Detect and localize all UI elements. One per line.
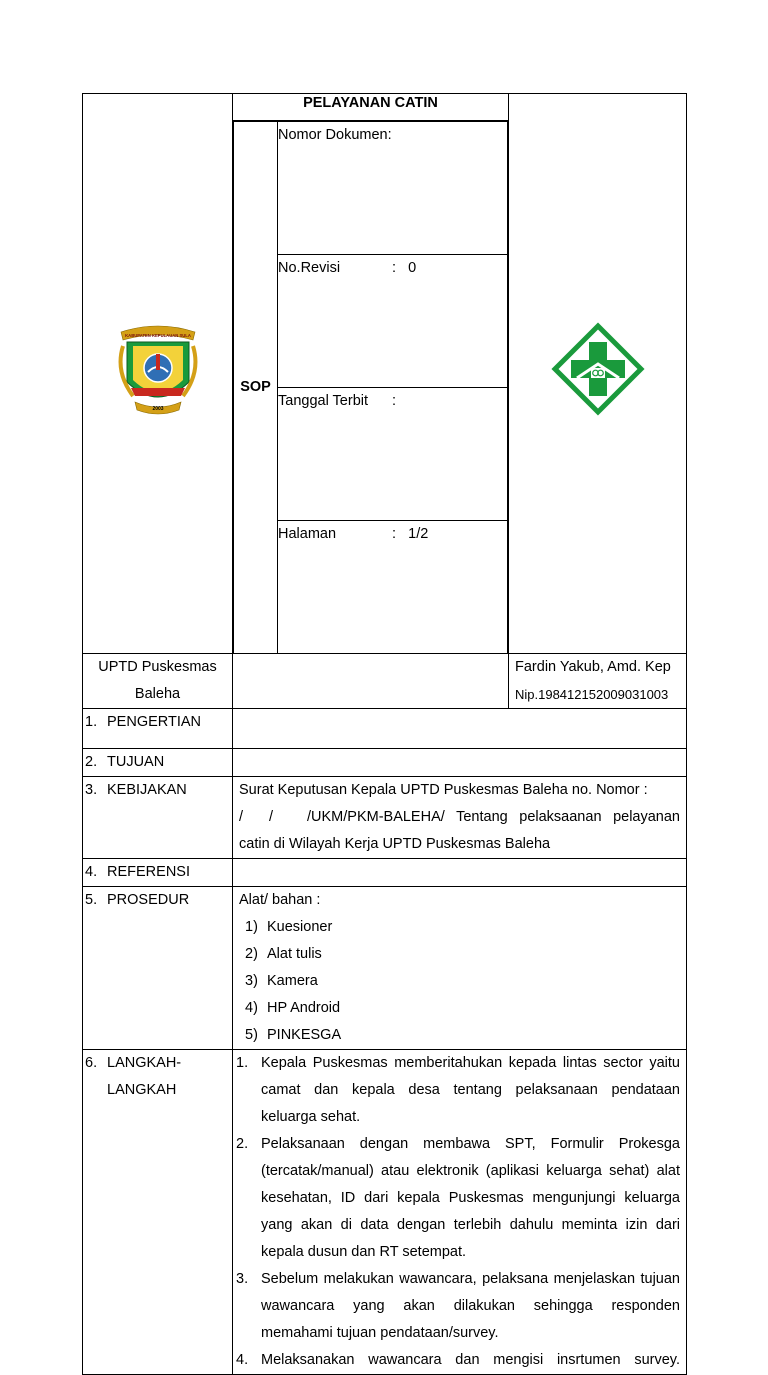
kebijakan-line-3: catin di Wilayah Kerja UPTD Puskesmas Baleha (239, 836, 551, 852)
content-prosedur (233, 887, 687, 1050)
row-kebijakan (83, 777, 687, 859)
list-item: 1. Kepala Puskesmas memberitahukan kepada lintas sector yaitu camat dan kepala desa tentang pelaksanaan pendataan keluarga sehat. (236, 1055, 680, 1125)
signer-name: Fardin Yakub, Amd. Kep (515, 659, 671, 675)
institution-line-1: UPTD Puskesmas (98, 659, 217, 675)
list-item: 3) Kamera (245, 973, 318, 989)
label-referensi: 4. REFERENSI (83, 859, 233, 887)
institution-blank-cell (233, 654, 509, 709)
right-logo-cell (509, 94, 687, 654)
meta-no-revisi: No.Revisi : 0 (278, 255, 508, 388)
institution-cell (83, 654, 233, 709)
label-tujuan: 2. TUJUAN (83, 749, 233, 777)
document-title: PELAYANAN CATIN (233, 94, 508, 121)
puskesmas-logo (551, 322, 645, 416)
row-prosedur (83, 887, 687, 1050)
list-item: 2) Alat tulis (245, 946, 322, 962)
label-prosedur: 5. PROSEDUR (83, 887, 233, 1050)
content-kebijakan (233, 777, 687, 859)
institution-row (83, 654, 687, 709)
row-tujuan (83, 749, 687, 777)
signer-nip: Nip.198412152009031003 (515, 687, 669, 702)
meta-nomor-dokumen: Nomor Dokumen: (278, 122, 508, 255)
emblem-year-text: 2003 (151, 405, 164, 412)
meta-tanggal-terbit: Tanggal Terbit : (278, 388, 508, 521)
label-langkah: 6. LANGKAH- LANGKAH (83, 1050, 233, 1375)
left-logo-cell (83, 94, 233, 654)
list-item: 3. Sebelum melakukan wawancara, pelaksana menjelaskan tujuan wawancara yang akan dilakukan sehingga responden memahami tujuan pendataan/survey. (236, 1271, 680, 1341)
regency-emblem-logo (113, 322, 203, 416)
list-item: 2. Pelaksanaan dengan membawa SPT, Formulir Prokesga (tercatak/manual) atau elektronik (aplikasi keluarga sehat) alat kesehatan, ID dari kepala Puskesmas mengunjungi keluarga yang akan di data dengan terlebih dahulu meminta izin dari kepala dusun dan RT setempat. (236, 1136, 680, 1260)
list-item: 4) HP Android (245, 1000, 341, 1016)
kebijakan-line-2: / / /UKM/PKM-BALEHA/ Tentang pelaksaanan pelayanan (239, 809, 680, 825)
content-tujuan (233, 749, 687, 777)
row-referensi (83, 859, 687, 887)
emblem-banner-text: KABUPATEN KEPULAUAN SULA (124, 332, 191, 338)
list-item: 5) PINKESGA (245, 1027, 342, 1043)
list-item: 1) Kuesioner (245, 919, 333, 935)
row-pengertian (83, 709, 687, 749)
list-item: 4. Melaksanakan wawancara dan mengisi insrtumen survey. (236, 1352, 680, 1368)
document-meta-table (233, 121, 508, 653)
content-referensi (233, 859, 687, 887)
row-langkah (83, 1050, 687, 1375)
title-cell (233, 94, 509, 654)
prosedur-intro: Alat/ bahan : (239, 892, 321, 908)
kebijakan-line-1: Surat Keputusan Kepala UPTD Puskesmas Baleha no. Nomor : (239, 782, 648, 798)
sop-document (82, 93, 686, 1368)
content-langkah (233, 1050, 687, 1375)
content-pengertian (233, 709, 687, 749)
sop-table (82, 93, 687, 1375)
label-pengertian: 1. PENGERTIAN (83, 709, 233, 749)
sop-label: SOP (234, 122, 278, 654)
label-kebijakan: 3. KEBIJAKAN (83, 777, 233, 859)
header-row (83, 94, 687, 654)
meta-halaman: Halaman : 1/2 (278, 521, 508, 654)
signer-cell (509, 654, 687, 709)
institution-line-2: Baleha (134, 686, 181, 702)
